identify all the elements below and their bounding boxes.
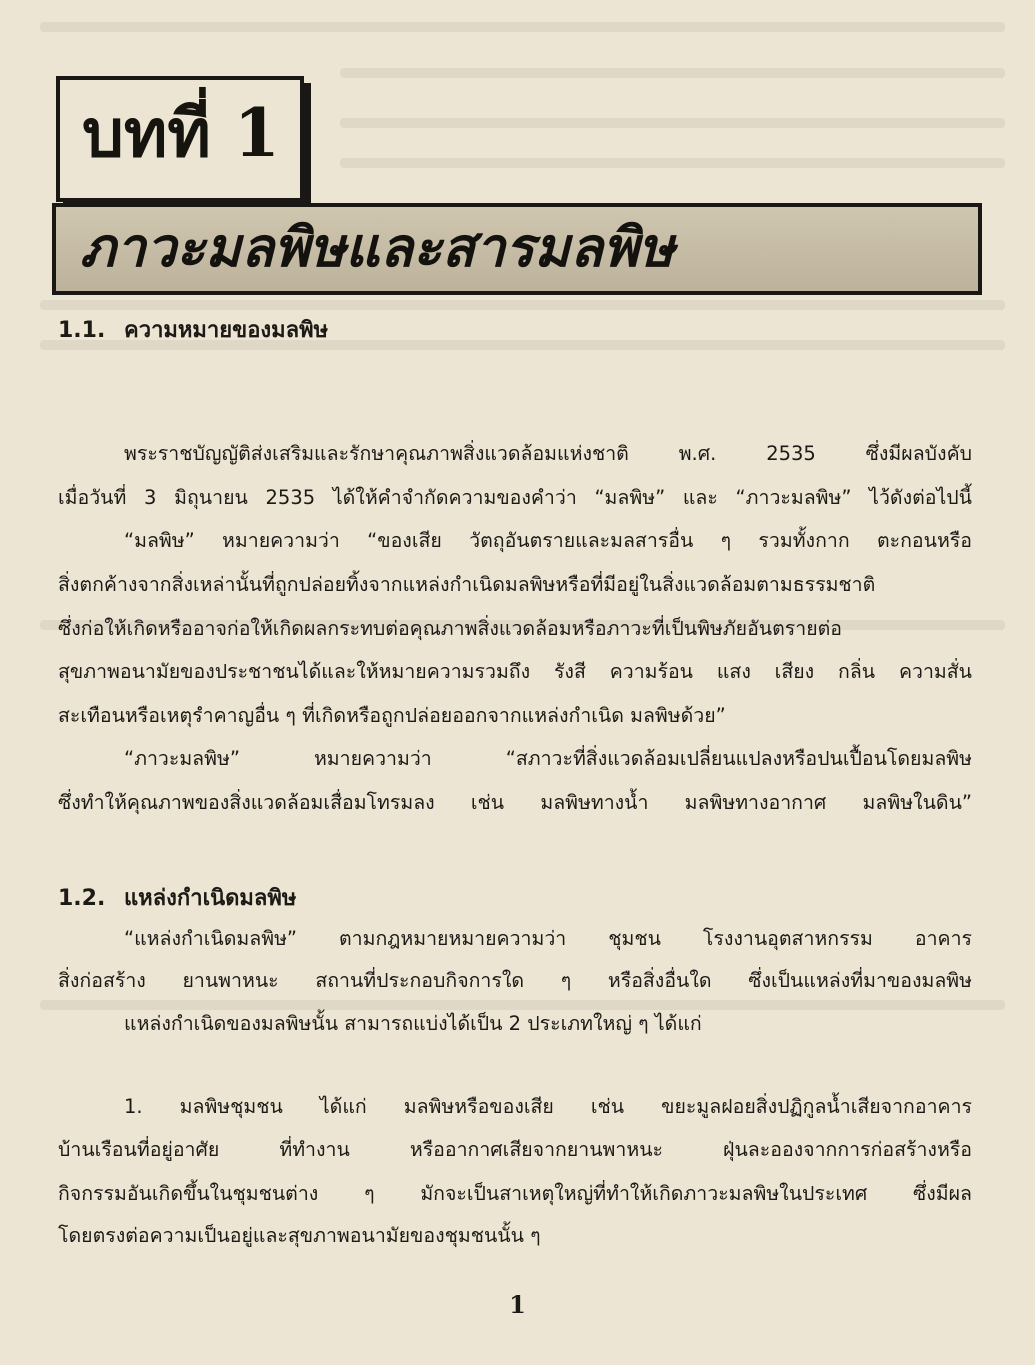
paragraph-line: 1. มลพิษชุมชน ได้แก่ มลพิษหรือของเสีย เช่น ขยะมูลฝอยสิ่งปฏิกูลน้ำเสียจากอาคาร <box>124 1095 972 1118</box>
paragraph-line: บ้านเรือนที่อยู่อาศัย ที่ทำงาน หรืออากาศเสียจากยานพาหนะ ฝุ่นละอองจากการก่อสร้างหรือ <box>58 1138 972 1161</box>
paragraph-line: กิจกรรมอันเกิดขึ้นในชุมชนต่าง ๆ มักจะเป็นสาเหตุใหญ่ที่ทำให้เกิดภาวะมลพิษในประเทศ ซึ่งมีผล <box>58 1182 972 1205</box>
page-number: 1 <box>509 1290 526 1319</box>
paragraph-line: พระราชบัญญัติส่งเสริมและรักษาคุณภาพสิ่งแวดล้อมแห่งชาติ พ.ศ. 2535 ซึ่งมีผลบังคับ <box>124 442 972 465</box>
paragraph-line: โดยตรงต่อความเป็นอยู่และสุขภาพอนามัยของชุมชนนั้น ๆ <box>58 1224 541 1247</box>
paragraph-line: ซึ่งทำให้คุณภาพของสิ่งแวดล้อมเสื่อมโทรมลง เช่น มลพิษทางน้ำ มลพิษทางอากาศ มลพิษในดิน” <box>58 791 972 814</box>
paragraph-line: แหล่งกำเนิดของมลพิษนั้น สามารถแบ่งได้เป็น 2 ประเภทใหญ่ ๆ ได้แก่ <box>124 1012 702 1035</box>
section-heading <box>58 880 296 915</box>
section-number: 1.2. <box>58 886 106 911</box>
paragraph-line: “แหล่งกำเนิดมลพิษ” ตามกฎหมายหมายความว่า ชุมชน โรงงานอุตสาหกรรม อาคาร <box>124 927 972 950</box>
paragraph-line: เมื่อวันที่ 3 มิถุนายน 2535 ได้ให้คำจำกัดความของคำว่า “มลพิษ” และ “ภาวะมลพิษ” ไว้ดังต่อไปนี้ <box>58 486 972 509</box>
bleed-through-line <box>40 1000 1005 1010</box>
bleed-through-line <box>340 68 1005 78</box>
paragraph-line: สิ่งตกค้างจากสิ่งเหล่านั้นที่ถูกปล่อยทิ้งจากแหล่งกำเนิดมลพิษหรือที่มีอยู่ในสิ่งแวดล้อมตามธรรมชาติ <box>58 573 876 596</box>
bleed-through-line <box>40 22 1005 32</box>
paragraph-line: สะเทือนหรือเหตุรำคาญอื่น ๆ ที่เกิดหรือถูกปล่อยออกจากแหล่งกำเนิด มลพิษด้วย” <box>58 704 726 727</box>
section-title: แหล่งกำเนิดมลพิษ <box>124 886 297 911</box>
section-heading <box>58 312 328 347</box>
chapter-title: ภาวะมลพิษและสารมลพิษ <box>80 216 675 279</box>
chapter-label: บทที่ 1 <box>82 94 280 172</box>
paragraph-line: “มลพิษ” หมายความว่า “ของเสีย วัตถุอันตรายและมลสารอื่น ๆ รวมทั้งกาก ตะกอนหรือ <box>124 529 972 552</box>
section-number: 1.1. <box>58 318 106 343</box>
section-title: ความหมายของมลพิษ <box>124 318 329 343</box>
paragraph-line: สุขภาพอนามัยของประชาชนได้และให้หมายความรวมถึง รังสี ความร้อน แสง เสียง กลิ่น ความสั่น <box>58 660 972 683</box>
paragraph-line: “ภาวะมลพิษ” หมายความว่า “สภาวะที่สิ่งแวดล้อมเปลี่ยนแปลงหรือปนเปื้อนโดยมลพิษ <box>124 747 972 770</box>
paragraph-line: สิ่งก่อสร้าง ยานพาหนะ สถานที่ประกอบกิจการใด ๆ หรือสิ่งอื่นใด ซึ่งเป็นแหล่งที่มาของมลพิษ <box>58 969 972 992</box>
bleed-through-line <box>340 158 1005 168</box>
bleed-through-line <box>40 300 1005 310</box>
paragraph-line: ซึ่งก่อให้เกิดหรืออาจก่อให้เกิดผลกระทบต่อคุณภาพสิ่งแวดล้อมหรือภาวะที่เป็นพิษภัยอันตรายต่อ <box>58 617 842 640</box>
bleed-through-line <box>340 118 1005 128</box>
